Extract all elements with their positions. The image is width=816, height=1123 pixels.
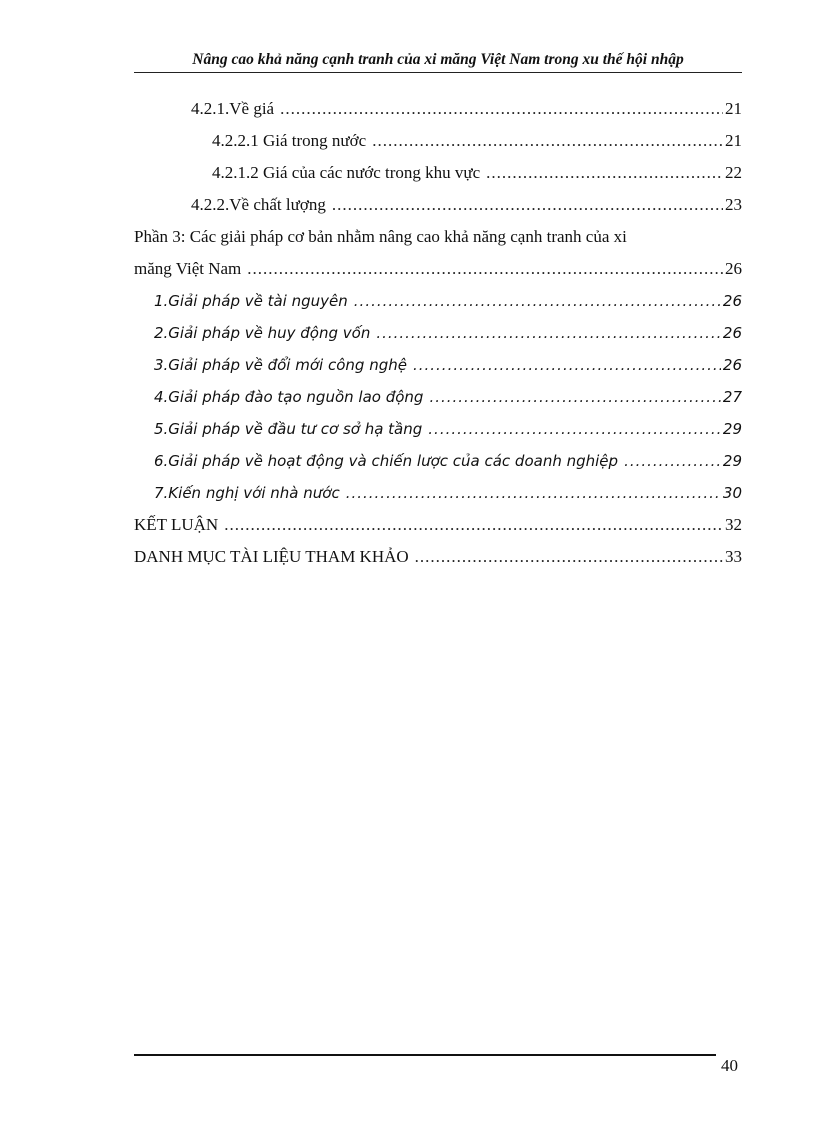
toc-entry-solution-4[interactable] [134,381,742,413]
toc-entry-solution-1[interactable] [134,285,742,317]
toc-entry-label: KẾT LUẬN [134,515,219,534]
dot-leader [280,93,723,125]
toc-entry-page: 29 [722,420,742,438]
toc-entry-solution-5[interactable] [134,413,742,445]
dot-leader [354,285,721,317]
toc-entry-label: 5.Giải pháp về đầu tư cơ sở hạ tầng [154,420,423,438]
toc-entry-solution-6[interactable] [134,445,742,477]
toc-entry-conclusion[interactable] [134,509,742,541]
toc-entry-page: 23 [725,195,742,214]
toc-entry-label: DANH MỤC TÀI LIỆU THAM KHẢO [134,547,409,566]
toc-entry-label: 2.Giải pháp về huy động vốn [154,324,371,342]
toc-entry-page: 26 [722,324,742,342]
dot-leader [376,317,721,349]
page-number: 40 [721,1056,738,1075]
dot-leader [415,541,723,573]
toc-entry-4-2-1-2[interactable] [134,157,742,189]
dot-leader [486,157,723,189]
toc-entry-part-3-line1[interactable] [134,221,742,253]
toc-entry-4-2-2-1[interactable] [134,125,742,157]
dot-leader [247,253,723,285]
toc-entry-4-2-1[interactable] [134,93,742,125]
toc-entry-page: 21 [725,131,742,150]
toc-entry-4-2-2[interactable] [134,189,742,221]
toc-entry-label: 6.Giải pháp về hoạt động và chiến lược của các doanh nghiệp [154,452,619,470]
toc-entry-label: 4.2.2.1 Giá trong nước [212,131,367,150]
running-header-title: Nâng cao khả năng cạnh tranh của xi măng Việt Nam trong xu thế hội nhập [192,51,684,68]
footer-divider [134,1054,716,1056]
toc-entry-recommendation-7[interactable] [134,477,742,509]
toc-entry-label: 7.Kiến nghị với nhà nước [154,484,340,502]
toc-entry-solution-2[interactable] [134,317,742,349]
toc-entry-page: 26 [722,292,742,310]
dot-leader [413,349,721,381]
toc-entry-page: 33 [725,547,742,566]
toc-entry-label: 4.Giải pháp đào tạo nguồn lao động [154,388,424,406]
toc-entry-page: 32 [725,515,742,534]
toc-entry-part-3-line2[interactable] [134,253,742,285]
toc-entry-label: măng Việt Nam [134,259,242,278]
toc-entry-page: 30 [722,484,742,502]
toc-entry-page: 21 [725,99,742,118]
toc-entry-references[interactable] [134,541,742,573]
table-of-contents [134,93,742,573]
toc-entry-page: 26 [722,356,742,374]
toc-entry-page: 29 [722,452,742,470]
header-divider [134,72,742,73]
toc-entry-label: 1.Giải pháp về tài nguyên [154,292,348,310]
toc-entry-label: 3.Giải pháp về đổi mới công nghệ [154,356,407,374]
dot-leader [346,477,721,509]
dot-leader [372,125,723,157]
toc-entry-label: 4.2.1.Về giá [191,99,275,118]
dot-leader [428,413,721,445]
dot-leader [429,381,720,413]
dot-leader [224,509,723,541]
toc-entry-label: 4.2.2.Về chất lượng [191,195,326,214]
toc-entry-page: 27 [722,388,742,406]
toc-entry-label: Phần 3: Các giải pháp cơ bản nhằm nâng cao khả năng cạnh tranh của xi [134,227,627,246]
dot-leader [624,445,721,477]
toc-entry-page: 22 [725,163,742,182]
toc-entry-solution-3[interactable] [134,349,742,381]
toc-entry-page: 26 [725,259,742,278]
dot-leader [332,189,723,221]
toc-entry-label: 4.2.1.2 Giá của các nước trong khu vực [212,163,481,182]
